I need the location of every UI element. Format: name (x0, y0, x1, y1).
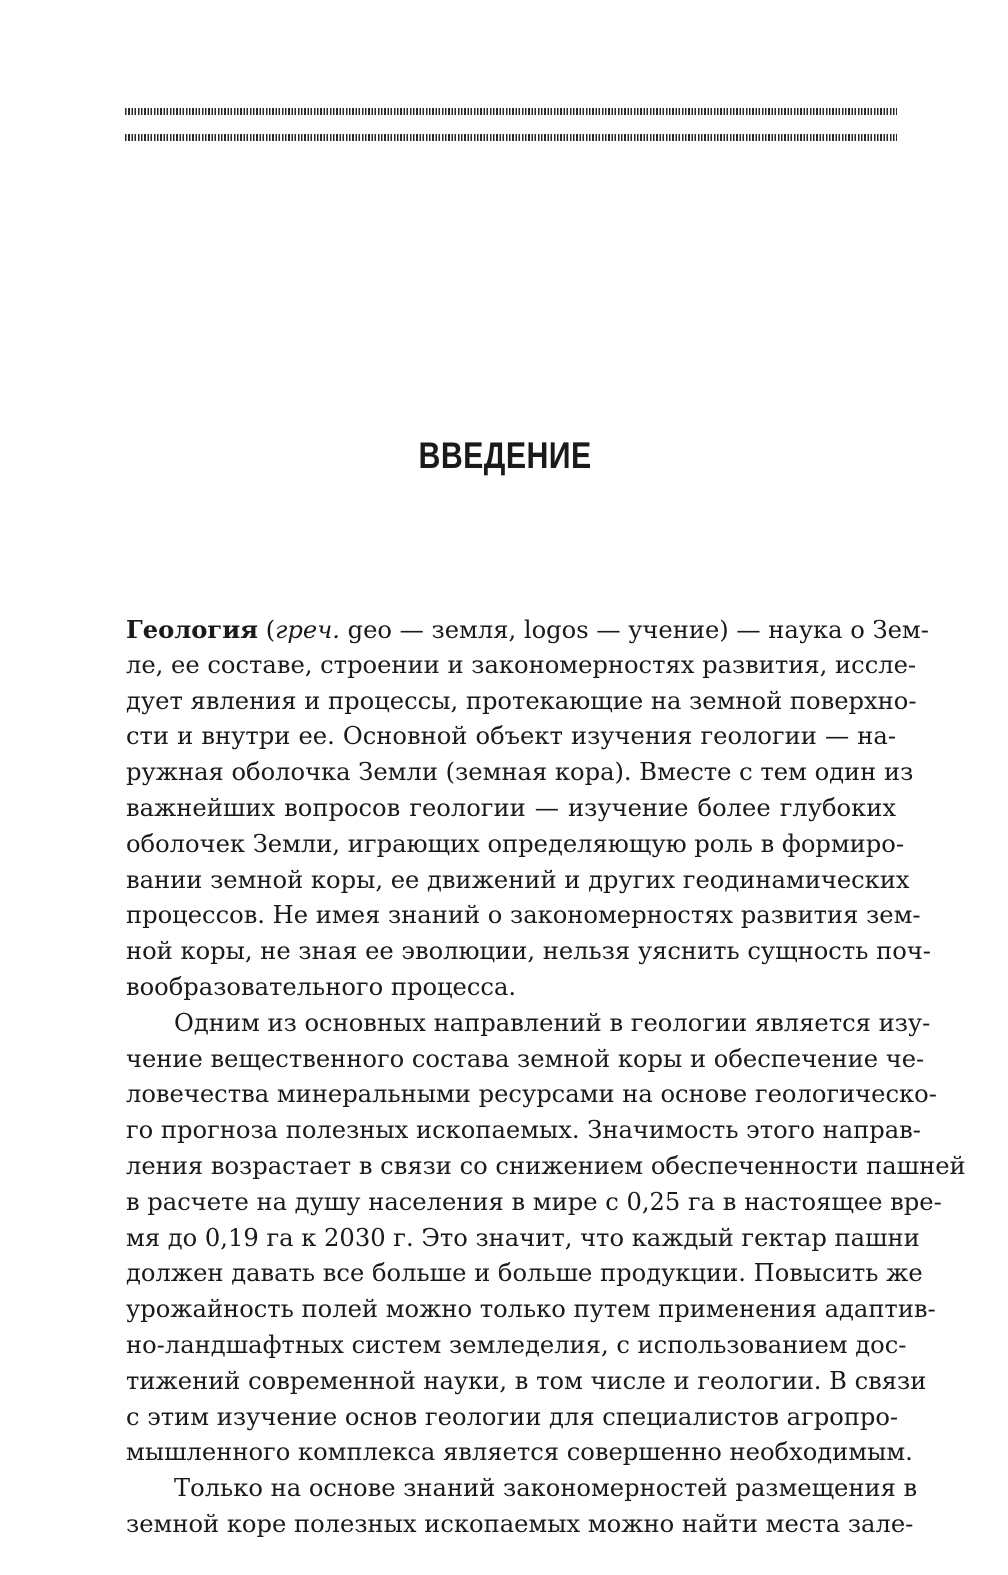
header-rule-bottom (125, 134, 897, 141)
paragraph-2-line: мя до 0,19 га к 2030 г. Это значит, что каждый гектар пашни (126, 1223, 920, 1252)
term-geology: Геология (126, 615, 259, 644)
paragraph-1-line-1: Геология (греч. geo — земля, logos — учение) — наука о Зем- (126, 615, 929, 644)
paragraph-1-line: сти и внутри ее. Основной объект изучения геологии — на- (126, 722, 896, 751)
paragraph-1-line: процессов. Не имея знаний о закономерностях развития зем- (126, 901, 921, 930)
paragraph-3-line: земной коре полезных ископаемых можно найти места зале- (126, 1509, 914, 1538)
paragraph-1-line: дует явления и процессы, протекающие на земной поверхно- (126, 686, 917, 715)
paragraph-2-line: чение вещественного состава земной коры и обеспечение че- (126, 1044, 925, 1073)
paragraph-2-line: тижений современной науки, в том числе и геологии. В связи (126, 1366, 927, 1395)
paragraph-2-line: в расчете на душу населения в мире с 0,25 га в настоящее вре- (126, 1187, 942, 1216)
body-text (126, 612, 966, 1543)
paragraph-2-line: урожайность полей можно только путем применения адаптив- (126, 1295, 936, 1324)
paragraph-1-line: вообразовательного процесса. (126, 972, 517, 1001)
paragraph-3-line: Только на основе знаний закономерностей размещения в (174, 1474, 918, 1503)
paragraph-2-line: мышленного комплекса является совершенно необходимым. (126, 1438, 913, 1467)
chapter-title: ВВЕДЕНИЕ (418, 435, 592, 476)
abbr-greek: греч. (275, 616, 340, 644)
paragraph-1-line: оболочек Земли, играющих определяющую роль в формиро- (126, 829, 905, 858)
paragraph-2-line: ловечества минеральными ресурсами на основе геологическо- (126, 1080, 937, 1109)
paragraph-1-line: важнейших вопросов геологии — изучение более глубоких (126, 793, 896, 822)
paragraph-1-line-1-rest: geo — земля, logos — учение) — наука о Зем- (339, 616, 929, 644)
paragraph-2-line: но-ландшафтных систем земледелия, с использованием дос- (126, 1330, 907, 1359)
paragraph-1-line: ружная оболочка Земли (земная кора). Вместе с тем один из (126, 758, 914, 787)
paragraph-1-line: вании земной коры, ее движений и других геодинамических (126, 865, 910, 894)
paragraph-2-line: с этим изучение основ геологии для специалистов агропро- (126, 1402, 899, 1431)
paragraph-2-line: го прогноза полезных ископаемых. Значимость этого направ- (126, 1116, 921, 1145)
header-rule-top (125, 108, 897, 115)
paragraph-2-line: ления возрастает в связи со снижением обеспеченности пашней (126, 1151, 966, 1180)
paragraph-2-line: должен давать все больше и больше продукции. Повысить же (126, 1259, 923, 1288)
paragraph-1-line: ной коры, не зная ее эволюции, нельзя уяснить сущность поч- (126, 937, 931, 966)
paragraph-1-line: ле, ее составе, строении и закономерностях развития, иссле- (126, 650, 917, 679)
paragraph-2-line: Одним из основных направлений в геологии является изу- (174, 1008, 931, 1037)
